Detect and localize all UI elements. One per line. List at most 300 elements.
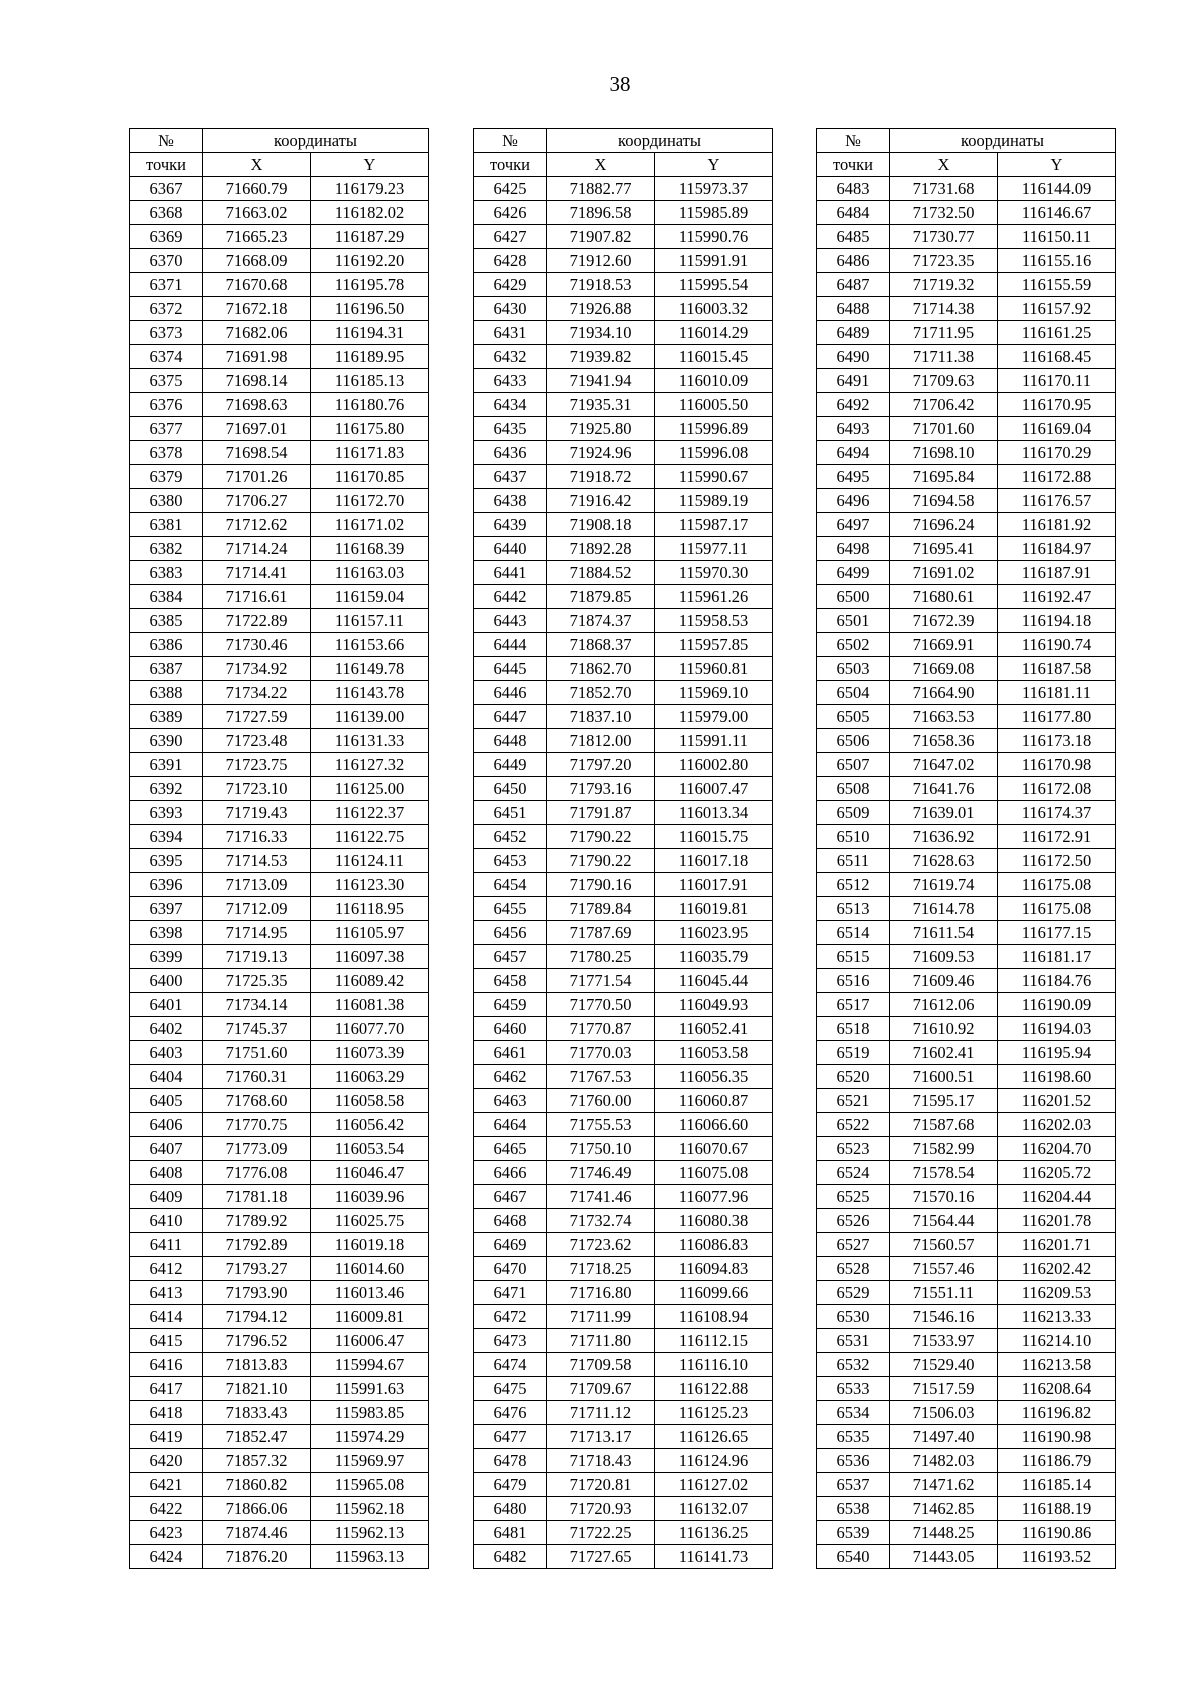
table-row [817, 321, 1116, 345]
table-row [474, 297, 773, 321]
x-coordinate-cell: 71760.31 [203, 1065, 311, 1089]
point-number-cell: 6443 [474, 609, 547, 633]
x-coordinate-cell: 71852.47 [203, 1425, 311, 1449]
x-coordinate-cell: 71709.58 [547, 1353, 655, 1377]
point-number-cell: 6399 [130, 945, 203, 969]
y-coordinate-cell: 116177.80 [998, 705, 1116, 729]
x-coordinate-cell: 71718.25 [547, 1257, 655, 1281]
coordinates-header: координаты [890, 129, 1116, 153]
point-number-cell: 6454 [474, 873, 547, 897]
x-coordinate-cell: 71670.68 [203, 273, 311, 297]
table-row [474, 969, 773, 993]
y-coordinate-cell: 115987.17 [655, 513, 773, 537]
y-coordinate-cell: 115958.53 [655, 609, 773, 633]
table-row [130, 369, 429, 393]
y-coordinate-cell: 116112.15 [655, 1329, 773, 1353]
point-number-cell: 6439 [474, 513, 547, 537]
table-row [817, 705, 1116, 729]
x-coordinate-cell: 71609.46 [890, 969, 998, 993]
y-coordinate-cell: 116171.02 [311, 513, 429, 537]
y-coordinate-cell: 116053.58 [655, 1041, 773, 1065]
y-coordinate-cell: 115962.18 [311, 1497, 429, 1521]
y-coordinate-cell: 116201.71 [998, 1233, 1116, 1257]
table-body [474, 177, 773, 1569]
point-number-cell: 6437 [474, 465, 547, 489]
table-row [130, 729, 429, 753]
x-coordinate-cell: 71734.92 [203, 657, 311, 681]
x-coordinate-cell: 71462.85 [890, 1497, 998, 1521]
point-number-cell: 6502 [817, 633, 890, 657]
x-coordinate-cell: 71682.06 [203, 321, 311, 345]
table-row [130, 1449, 429, 1473]
y-coordinate-cell: 116010.09 [655, 369, 773, 393]
x-coordinate-cell: 71746.49 [547, 1161, 655, 1185]
point-number-cell: 6464 [474, 1113, 547, 1137]
point-number-cell: 6427 [474, 225, 547, 249]
y-coordinate-cell: 116170.98 [998, 753, 1116, 777]
point-number-cell: 6448 [474, 729, 547, 753]
table-row [474, 1161, 773, 1185]
x-coordinate-cell: 71691.02 [890, 561, 998, 585]
x-coordinate-cell: 71896.58 [547, 201, 655, 225]
x-coordinate-cell: 71668.09 [203, 249, 311, 273]
point-number-cell: 6489 [817, 321, 890, 345]
y-coordinate-cell: 115991.63 [311, 1377, 429, 1401]
x-coordinate-cell: 71706.27 [203, 489, 311, 513]
y-coordinate-cell: 116097.38 [311, 945, 429, 969]
y-coordinate-cell: 116144.09 [998, 177, 1116, 201]
x-coordinate-cell: 71790.22 [547, 849, 655, 873]
point-number-cell: 6396 [130, 873, 203, 897]
x-coordinate-cell: 71935.31 [547, 393, 655, 417]
point-number-cell: 6449 [474, 753, 547, 777]
table-row [130, 1353, 429, 1377]
y-coordinate-cell: 116187.58 [998, 657, 1116, 681]
y-coordinate-cell: 115990.76 [655, 225, 773, 249]
y-coordinate-cell: 116127.32 [311, 753, 429, 777]
table-row [474, 1065, 773, 1089]
table-row [474, 1113, 773, 1137]
table-row [474, 345, 773, 369]
y-coordinate-cell: 116182.02 [311, 201, 429, 225]
table-row [474, 561, 773, 585]
table-row [130, 321, 429, 345]
y-coordinate-cell: 115965.08 [311, 1473, 429, 1497]
y-coordinate-cell: 116089.42 [311, 969, 429, 993]
table-row [817, 1137, 1116, 1161]
table-row [817, 393, 1116, 417]
point-number-cell: 6524 [817, 1161, 890, 1185]
point-number-cell: 6538 [817, 1497, 890, 1521]
x-coordinate-cell: 71680.61 [890, 585, 998, 609]
x-coordinate-cell: 71797.20 [547, 753, 655, 777]
table-row [130, 1137, 429, 1161]
table-row [130, 1041, 429, 1065]
table-row [130, 897, 429, 921]
table-row [130, 513, 429, 537]
x-coordinate-cell: 71698.54 [203, 441, 311, 465]
table-row [817, 681, 1116, 705]
y-coordinate-cell: 116014.60 [311, 1257, 429, 1281]
y-coordinate-cell: 115960.81 [655, 657, 773, 681]
y-coordinate-cell: 116015.75 [655, 825, 773, 849]
x-coordinate-cell: 71720.81 [547, 1473, 655, 1497]
point-number-cell: 6394 [130, 825, 203, 849]
point-number-cell: 6430 [474, 297, 547, 321]
y-coordinate-cell: 116136.25 [655, 1521, 773, 1545]
point-number-cell: 6498 [817, 537, 890, 561]
table-row [130, 945, 429, 969]
table-row [474, 1497, 773, 1521]
x-coordinate-cell: 71706.42 [890, 393, 998, 417]
point-number-cell: 6407 [130, 1137, 203, 1161]
x-coordinate-cell: 71860.82 [203, 1473, 311, 1497]
x-coordinate-cell: 71751.60 [203, 1041, 311, 1065]
y-coordinate-cell: 116190.98 [998, 1425, 1116, 1449]
x-coordinate-cell: 71614.78 [890, 897, 998, 921]
y-coordinate-cell: 116155.16 [998, 249, 1116, 273]
point-number-cell: 6410 [130, 1209, 203, 1233]
x-coordinate-cell: 71862.70 [547, 657, 655, 681]
y-coordinate-cell: 116108.94 [655, 1305, 773, 1329]
point-number-cell: 6419 [130, 1425, 203, 1449]
y-coordinate-cell: 116007.47 [655, 777, 773, 801]
point-number-cell: 6519 [817, 1041, 890, 1065]
x-coordinate-cell: 71837.10 [547, 705, 655, 729]
table-row [474, 1209, 773, 1233]
x-coordinate-cell: 71874.46 [203, 1521, 311, 1545]
x-coordinate-cell: 71868.37 [547, 633, 655, 657]
point-number-cell: 6468 [474, 1209, 547, 1233]
x-coordinate-cell: 71781.18 [203, 1185, 311, 1209]
x-coordinate-cell: 71639.01 [890, 801, 998, 825]
table-row [130, 1233, 429, 1257]
point-number-cell: 6406 [130, 1113, 203, 1137]
point-number-cell: 6428 [474, 249, 547, 273]
point-number-cell: 6480 [474, 1497, 547, 1521]
table-row [130, 1017, 429, 1041]
x-coordinate-cell: 71908.18 [547, 513, 655, 537]
table-body [817, 177, 1116, 1569]
y-coordinate-cell: 116188.19 [998, 1497, 1116, 1521]
table-row [474, 633, 773, 657]
y-coordinate-cell: 115995.54 [655, 273, 773, 297]
point-number-cell: 6529 [817, 1281, 890, 1305]
point-number-cell: 6412 [130, 1257, 203, 1281]
y-coordinate-cell: 116157.92 [998, 297, 1116, 321]
table-row [817, 1209, 1116, 1233]
table-row [817, 417, 1116, 441]
x-coordinate-cell: 71926.88 [547, 297, 655, 321]
x-header: X [203, 153, 311, 177]
table-row [130, 1281, 429, 1305]
point-number-cell: 6446 [474, 681, 547, 705]
point-number-cell: 6425 [474, 177, 547, 201]
y-coordinate-cell: 116023.95 [655, 921, 773, 945]
coordinates-table [816, 128, 1116, 1569]
point-number-cell: 6400 [130, 969, 203, 993]
point-number-cell: 6426 [474, 201, 547, 225]
x-coordinate-cell: 71720.93 [547, 1497, 655, 1521]
y-coordinate-cell: 116143.78 [311, 681, 429, 705]
point-number-cell: 6429 [474, 273, 547, 297]
x-coordinate-cell: 71857.32 [203, 1449, 311, 1473]
x-coordinate-cell: 71709.67 [547, 1377, 655, 1401]
x-coordinate-cell: 71792.89 [203, 1233, 311, 1257]
x-coordinate-cell: 71696.24 [890, 513, 998, 537]
x-coordinate-cell: 71718.43 [547, 1449, 655, 1473]
x-coordinate-cell: 71600.51 [890, 1065, 998, 1089]
y-coordinate-cell: 116195.94 [998, 1041, 1116, 1065]
y-coordinate-cell: 116185.14 [998, 1473, 1116, 1497]
x-coordinate-cell: 71698.10 [890, 441, 998, 465]
y-coordinate-cell: 116009.81 [311, 1305, 429, 1329]
point-number-cell: 6485 [817, 225, 890, 249]
point-number-cell: 6512 [817, 873, 890, 897]
y-coordinate-cell: 116123.30 [311, 873, 429, 897]
x-coordinate-cell: 71664.90 [890, 681, 998, 705]
y-coordinate-cell: 116185.13 [311, 369, 429, 393]
y-coordinate-cell: 116131.33 [311, 729, 429, 753]
point-number-cell: 6386 [130, 633, 203, 657]
table-row [130, 1497, 429, 1521]
y-coordinate-cell: 115969.97 [311, 1449, 429, 1473]
x-coordinate-cell: 71821.10 [203, 1377, 311, 1401]
point-number-subheader: точки [474, 153, 547, 177]
table-row [130, 681, 429, 705]
table-row [474, 225, 773, 249]
x-coordinate-cell: 71719.13 [203, 945, 311, 969]
x-coordinate-cell: 71793.16 [547, 777, 655, 801]
table-row [130, 777, 429, 801]
table-row [130, 1401, 429, 1425]
y-coordinate-cell: 116198.60 [998, 1065, 1116, 1089]
y-coordinate-cell: 116170.95 [998, 393, 1116, 417]
table-row [130, 633, 429, 657]
point-number-cell: 6372 [130, 297, 203, 321]
table-row [474, 369, 773, 393]
x-coordinate-cell: 71892.28 [547, 537, 655, 561]
table-row [474, 513, 773, 537]
y-header: Y [655, 153, 773, 177]
point-number-cell: 6533 [817, 1377, 890, 1401]
y-coordinate-cell: 116039.96 [311, 1185, 429, 1209]
point-number-cell: 6414 [130, 1305, 203, 1329]
point-number-cell: 6458 [474, 969, 547, 993]
point-number-cell: 6393 [130, 801, 203, 825]
x-coordinate-cell: 71789.92 [203, 1209, 311, 1233]
y-coordinate-cell: 116213.33 [998, 1305, 1116, 1329]
point-number-cell: 6459 [474, 993, 547, 1017]
point-number-cell: 6516 [817, 969, 890, 993]
point-number-cell: 6433 [474, 369, 547, 393]
table-row [474, 801, 773, 825]
x-coordinate-cell: 71723.48 [203, 729, 311, 753]
point-number-cell: 6387 [130, 657, 203, 681]
x-coordinate-cell: 71712.09 [203, 897, 311, 921]
y-coordinate-cell: 116122.75 [311, 825, 429, 849]
table-row [817, 513, 1116, 537]
point-number-cell: 6423 [130, 1521, 203, 1545]
y-coordinate-cell: 116063.29 [311, 1065, 429, 1089]
y-coordinate-cell: 116015.45 [655, 345, 773, 369]
point-number-cell: 6451 [474, 801, 547, 825]
x-coordinate-cell: 71698.14 [203, 369, 311, 393]
y-coordinate-cell: 116161.25 [998, 321, 1116, 345]
coordinates-table [473, 128, 773, 1569]
x-coordinate-cell: 71941.94 [547, 369, 655, 393]
x-coordinate-cell: 71791.87 [547, 801, 655, 825]
x-coordinate-cell: 71719.32 [890, 273, 998, 297]
x-coordinate-cell: 71694.58 [890, 489, 998, 513]
point-number-cell: 6408 [130, 1161, 203, 1185]
point-number-cell: 6390 [130, 729, 203, 753]
x-coordinate-cell: 71722.89 [203, 609, 311, 633]
point-number-cell: 6499 [817, 561, 890, 585]
y-coordinate-cell: 115969.10 [655, 681, 773, 705]
x-coordinate-cell: 71793.90 [203, 1281, 311, 1305]
y-coordinate-cell: 116132.07 [655, 1497, 773, 1521]
x-coordinate-cell: 71497.40 [890, 1425, 998, 1449]
x-coordinate-cell: 71874.37 [547, 609, 655, 633]
y-coordinate-cell: 116172.08 [998, 777, 1116, 801]
table-row [817, 801, 1116, 825]
y-coordinate-cell: 116014.29 [655, 321, 773, 345]
point-number-cell: 6456 [474, 921, 547, 945]
table-row [474, 1185, 773, 1209]
table-row [474, 177, 773, 201]
x-coordinate-cell: 71760.00 [547, 1089, 655, 1113]
y-coordinate-cell: 115970.30 [655, 561, 773, 585]
y-coordinate-cell: 116056.35 [655, 1065, 773, 1089]
point-number-cell: 6463 [474, 1089, 547, 1113]
point-number-cell: 6462 [474, 1065, 547, 1089]
x-coordinate-cell: 71609.53 [890, 945, 998, 969]
point-number-cell: 6369 [130, 225, 203, 249]
table-row [130, 753, 429, 777]
table-row [817, 945, 1116, 969]
x-coordinate-cell: 71709.63 [890, 369, 998, 393]
y-coordinate-cell: 116005.50 [655, 393, 773, 417]
table-row [817, 753, 1116, 777]
x-coordinate-cell: 71723.10 [203, 777, 311, 801]
point-number-cell: 6432 [474, 345, 547, 369]
y-coordinate-cell: 116122.88 [655, 1377, 773, 1401]
y-coordinate-cell: 115957.85 [655, 633, 773, 657]
x-coordinate-cell: 71918.72 [547, 465, 655, 489]
table-row [130, 561, 429, 585]
y-coordinate-cell: 116046.47 [311, 1161, 429, 1185]
table-row [817, 201, 1116, 225]
point-number-cell: 6506 [817, 729, 890, 753]
x-coordinate-cell: 71663.02 [203, 201, 311, 225]
y-coordinate-cell: 116172.50 [998, 849, 1116, 873]
table-row [817, 1233, 1116, 1257]
table-row [130, 585, 429, 609]
y-coordinate-cell: 116080.38 [655, 1209, 773, 1233]
table-row [474, 705, 773, 729]
table-row [817, 1545, 1116, 1569]
y-coordinate-cell: 116173.18 [998, 729, 1116, 753]
point-number-cell: 6540 [817, 1545, 890, 1569]
y-coordinate-cell: 116170.11 [998, 369, 1116, 393]
x-coordinate-cell: 71714.95 [203, 921, 311, 945]
y-coordinate-cell: 116194.31 [311, 321, 429, 345]
table-row [474, 657, 773, 681]
y-coordinate-cell: 116006.47 [311, 1329, 429, 1353]
table-row [130, 921, 429, 945]
x-coordinate-cell: 71731.68 [890, 177, 998, 201]
point-number-cell: 6389 [130, 705, 203, 729]
x-coordinate-cell: 71517.59 [890, 1377, 998, 1401]
y-coordinate-cell: 116073.39 [311, 1041, 429, 1065]
point-number-cell: 6477 [474, 1425, 547, 1449]
table-row [130, 609, 429, 633]
point-number-cell: 6384 [130, 585, 203, 609]
coordinates-header: координаты [203, 129, 429, 153]
point-number-cell: 6522 [817, 1113, 890, 1137]
x-coordinate-cell: 71916.42 [547, 489, 655, 513]
x-coordinate-cell: 71711.38 [890, 345, 998, 369]
x-coordinate-cell: 71716.33 [203, 825, 311, 849]
y-coordinate-cell: 116194.03 [998, 1017, 1116, 1041]
x-coordinate-cell: 71713.09 [203, 873, 311, 897]
point-number-cell: 6442 [474, 585, 547, 609]
table-row [474, 537, 773, 561]
y-coordinate-cell: 116077.70 [311, 1017, 429, 1041]
table-row [474, 1137, 773, 1161]
x-coordinate-cell: 71564.44 [890, 1209, 998, 1233]
point-number-cell: 6403 [130, 1041, 203, 1065]
point-number-cell: 6444 [474, 633, 547, 657]
point-number-cell: 6421 [130, 1473, 203, 1497]
point-number-cell: 6457 [474, 945, 547, 969]
y-coordinate-cell: 116189.95 [311, 345, 429, 369]
y-coordinate-cell: 116209.53 [998, 1281, 1116, 1305]
x-coordinate-cell: 71669.91 [890, 633, 998, 657]
point-number-cell: 6370 [130, 249, 203, 273]
y-coordinate-cell: 115994.67 [311, 1353, 429, 1377]
y-coordinate-cell: 116175.08 [998, 897, 1116, 921]
x-coordinate-cell: 71882.77 [547, 177, 655, 201]
x-coordinate-cell: 71770.75 [203, 1113, 311, 1137]
point-number-cell: 6435 [474, 417, 547, 441]
x-header: X [547, 153, 655, 177]
table-row [474, 1545, 773, 1569]
point-number-cell: 6484 [817, 201, 890, 225]
x-coordinate-cell: 71482.03 [890, 1449, 998, 1473]
y-coordinate-cell: 116127.02 [655, 1473, 773, 1497]
x-coordinate-cell: 71770.50 [547, 993, 655, 1017]
point-number-cell: 6431 [474, 321, 547, 345]
point-number-cell: 6379 [130, 465, 203, 489]
point-number-subheader: точки [817, 153, 890, 177]
table-row [817, 1017, 1116, 1041]
table-row [817, 1185, 1116, 1209]
table-row [474, 1449, 773, 1473]
point-number-cell: 6371 [130, 273, 203, 297]
x-coordinate-cell: 71813.83 [203, 1353, 311, 1377]
x-coordinate-cell: 71587.68 [890, 1113, 998, 1137]
point-number-cell: 6376 [130, 393, 203, 417]
table-row [817, 993, 1116, 1017]
point-number-cell: 6455 [474, 897, 547, 921]
y-coordinate-cell: 116176.57 [998, 489, 1116, 513]
table-row [474, 753, 773, 777]
point-number-cell: 6531 [817, 1329, 890, 1353]
table-row [130, 1425, 429, 1449]
table-row [130, 969, 429, 993]
